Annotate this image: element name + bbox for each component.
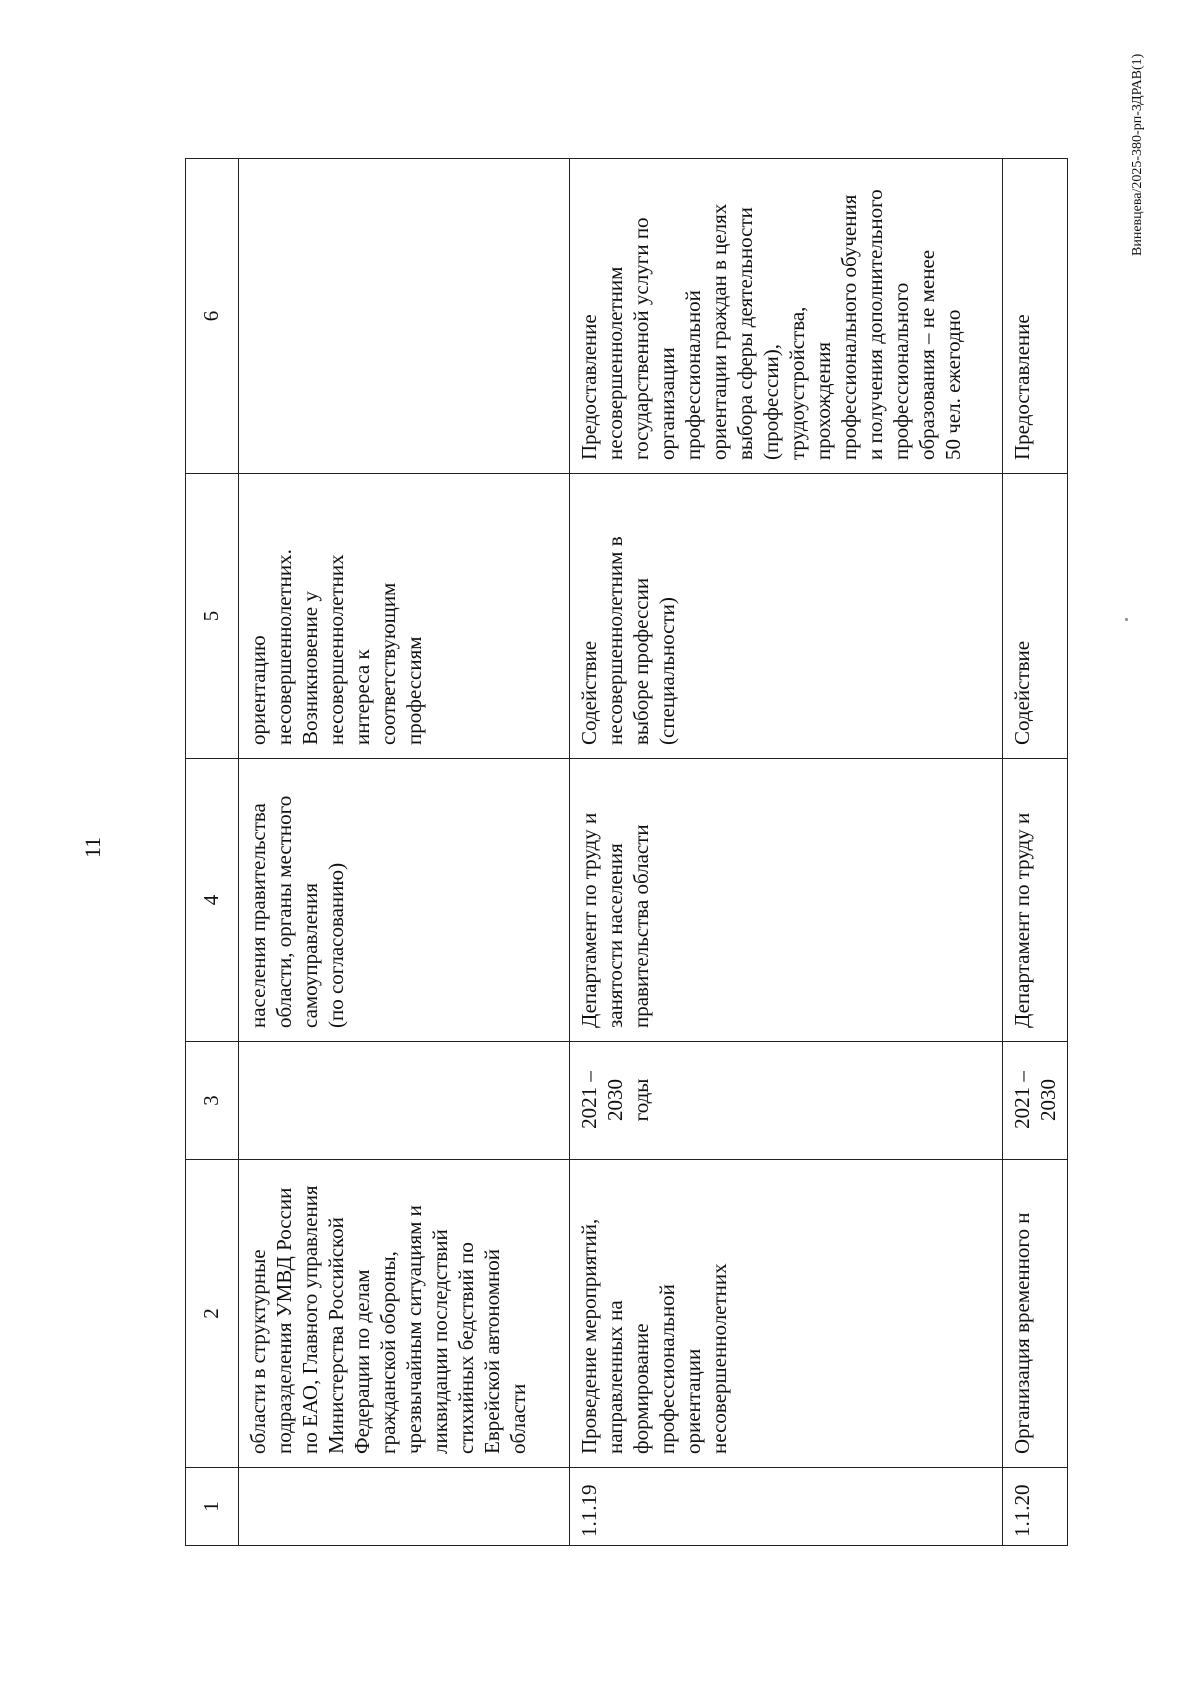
cell-executor: Департамент по труду и занятости населения правительства области [570, 759, 1003, 1042]
table-row [239, 159, 570, 1546]
cell-years: 2021 – 2030 годы [570, 1042, 1003, 1160]
table-row [1003, 159, 1068, 1546]
cell-expected-result: Содействие несовершеннолетним в выборе профессии (специальности) [570, 474, 1003, 759]
header-col-2: 2 [186, 1160, 239, 1468]
header-row [186, 159, 239, 1546]
page-number: 11 [80, 836, 105, 858]
header-col-5: 5 [186, 474, 239, 759]
cell-number [239, 1468, 570, 1546]
cell-expected-result: ориентацию несовершеннолетних. Возникновение у несовершеннолетних интереса к соответствующим профессиям [239, 474, 570, 759]
cell-executor: Департамент по труду и [1003, 759, 1068, 1042]
cell-measure-name: Организация временного н [1003, 1160, 1068, 1468]
cell-years [239, 1042, 570, 1160]
cell-indicator: Предоставление [1003, 159, 1068, 474]
cell-measure-name: области в структурные подразделения УМВД России по ЕАО, Главного управления Министерства Российской Федерации по делам гражданской обороны, чрезвычайным ситуациям и ликвидации последствий стихийных бедствий по Еврейской автономной области [239, 1160, 570, 1468]
cell-executor: населения правительства области, органы местного самоуправления (по согласованию) [239, 759, 570, 1042]
table-row [570, 159, 1003, 1546]
cell-number: 1.1.20 [1003, 1468, 1068, 1546]
cell-expected-result: Содействие [1003, 474, 1068, 759]
cell-measure-name: Проведение мероприятий, направленных на формирование профессиональной ориентации несовершеннолетних [570, 1160, 1003, 1468]
cell-number: 1.1.19 [570, 1468, 1003, 1546]
scan-speck [1125, 618, 1128, 621]
header-col-4: 4 [186, 759, 239, 1042]
document-registration-code: Виневцева/2025-380-рп-ЗДРАВ(1) [1130, 53, 1145, 256]
header-col-6: 6 [186, 159, 239, 474]
measures-table [185, 158, 1068, 1546]
header-col-1: 1 [186, 1468, 239, 1546]
cell-indicator: Предоставление несовершеннолетним государственной услуги по организации профессиональной ориентации граждан в целях выбора сферы деятельности (профессии), трудоустройства, прохождения профессионального обучения и получения дополнительного профессионального образования – не менее 50 чел. ежегодно [570, 159, 1003, 474]
cell-indicator [239, 159, 570, 474]
header-col-3: 3 [186, 1042, 239, 1160]
cell-years: 2021 – 2030 [1003, 1042, 1068, 1160]
